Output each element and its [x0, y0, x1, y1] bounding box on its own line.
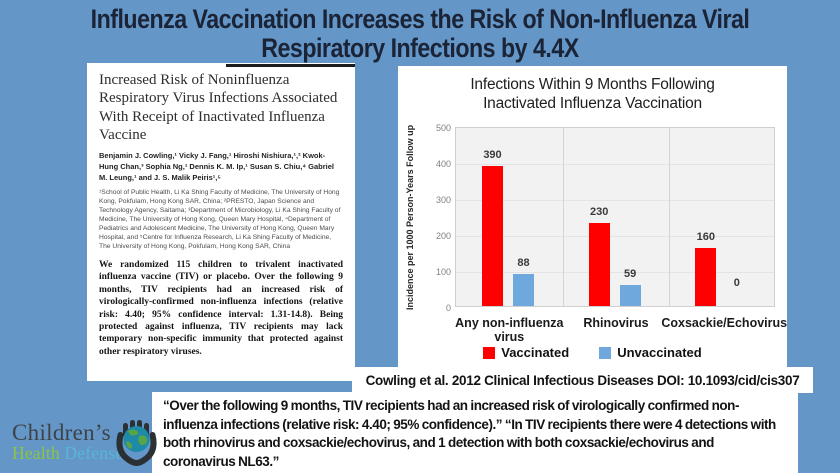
legend-swatch-vaccinated — [483, 347, 495, 359]
chart-panel — [398, 66, 787, 367]
bar-value-unvaccinated-coxsackie-echovirus: 0 — [733, 277, 740, 289]
chd-logo-text — [12, 421, 123, 463]
category-label-coxsackie-echovirus: Coxsackie/Echovirus — [661, 316, 788, 330]
quote-box — [152, 392, 798, 473]
citation-strip — [352, 367, 813, 393]
bar-vaccinated-rhinovirus — [589, 223, 610, 306]
slide-title-line-2: Respiratory Infections by 4.4X — [261, 32, 579, 63]
slide-title-line-1: Influenza Vaccination Increases the Risk of Non-Influenza Viral — [90, 4, 750, 34]
paper-abstract: We randomized 115 children to trivalent inactivated influenza vaccine (TIV) or placebo. Over the following 9 months, TIV recipients had an increased risk of virologically-confirmed non-influenza infections (relative risk: 4.40; 95% confidence interval: 1.31-14.8). Being protected against influenza, TIV recipients may lack temporary non-specific immunity that protected against other respiratory viruses. — [99, 260, 343, 357]
bar-value-unvaccinated-rhinovirus: 59 — [624, 267, 637, 280]
plot-area — [435, 123, 788, 344]
paper-top-rule — [226, 64, 355, 67]
bar-value-vaccinated-coxsackie-echovirus: 160 — [696, 231, 715, 244]
y-tick-300: 300 — [435, 195, 451, 205]
paper-affiliations: ¹School of Public Health, Li Ka Shing Faculty of Medicine, The University of Hong Kong, Pokfulam, Hong Kong SAR, China; ²PRESTO, Japan Science and Technology Agency, Saitama; ³Department of Microbiology, Li Ka Shing Faculty of Medicine, The University of Hong Kong, Queen Mary Hospital, ⁴Department of Pediatrics and Adolescent Medicine, The University of Hong Kong, Queen Mary Hospital, and ⁵Centre for Influenza Research, Li Ka Shing Faculty of Medicine, The University of Hong Kong, Pokfulam, Hong Kong SAR, China — [99, 188, 341, 251]
bar-value-vaccinated-any-non-influenza-virus: 390 — [483, 148, 502, 161]
paper-title: Increased Risk of Noninfluenza Respiratory Virus Infections Associated With Receipt of Inactivated Influenza Vaccine — [99, 72, 338, 143]
bar-unvaccinated-any-non-influenza-virus — [513, 274, 534, 306]
legend-item-unvaccinated — [599, 345, 702, 360]
bar-vaccinated-any-non-influenza-virus — [482, 166, 503, 306]
legend-label-unvaccinated: Unvaccinated — [617, 345, 702, 360]
chart-title: Infections Within 9 Months Following Inactivated Influenza Vaccination — [470, 76, 715, 113]
chart-legend — [398, 345, 787, 360]
category-label-rhinovirus: Rhinovirus — [583, 316, 649, 330]
y-tick-0: 0 — [445, 303, 451, 313]
gridline-v-2 — [669, 128, 670, 306]
chd-logo-health: Health — [12, 443, 60, 463]
bar-vaccinated-coxsackie-echovirus — [695, 248, 716, 306]
bar-unvaccinated-rhinovirus — [620, 285, 641, 306]
y-tick-200: 200 — [435, 231, 451, 241]
quote-text: “Over the following 9 months, TIV recipients had an increased risk of virologically confirmed non-influenza infections (relative risk: 4.40; 95% confidence).” “In TIV recipients there were 4 detections with both rhinovirus and coxsackie/echovirus, and 1 detection with both coxsackie/echovirus and coronavirus NL63.” — [163, 398, 776, 469]
chd-logo-defense: Defense — [64, 443, 124, 463]
legend-label-vaccinated: Vaccinated — [501, 345, 570, 360]
chd-logo-childrens: Children’s — [12, 420, 111, 445]
gridline-h-400 — [456, 164, 774, 165]
legend-item-vaccinated — [483, 345, 569, 360]
gridline-v-1 — [563, 128, 564, 306]
bar-value-unvaccinated-any-non-influenza-virus: 88 — [517, 257, 530, 270]
globe-hands-icon — [114, 419, 160, 469]
citation-text: Cowling et al. 2012 Clinical Infectious Diseases DOI: 10.1093/cid/cis307 — [365, 372, 800, 388]
gridline-h-300 — [456, 200, 774, 201]
chd-logo — [10, 421, 170, 471]
bar-value-vaccinated-rhinovirus: 230 — [589, 206, 609, 219]
legend-swatch-unvaccinated — [599, 347, 611, 359]
paper-panel — [87, 63, 355, 381]
chd-logo-line2 — [12, 445, 123, 463]
y-tick-500: 500 — [435, 123, 451, 133]
y-axis-label: Incidence per 1000 Person-Years Follow up — [405, 124, 415, 310]
category-label-any-non-influenza-virus: Any non-influenza virus — [455, 316, 564, 344]
slide-title — [59, 5, 781, 62]
y-tick-400: 400 — [435, 159, 451, 169]
paper-authors: Benjamin J. Cowling,¹ Vicky J. Fang,¹ Hiroshi Nishiura,¹,² Kwok-Hung Chan,³ Sophia Ng,¹ Dennis K. M. Ip,¹ Susan S. Chiu,⁴ Gabriel M. Leung,¹ and J. S. Malik Peiris¹,⁵ — [99, 151, 334, 182]
y-tick-100: 100 — [435, 267, 451, 277]
